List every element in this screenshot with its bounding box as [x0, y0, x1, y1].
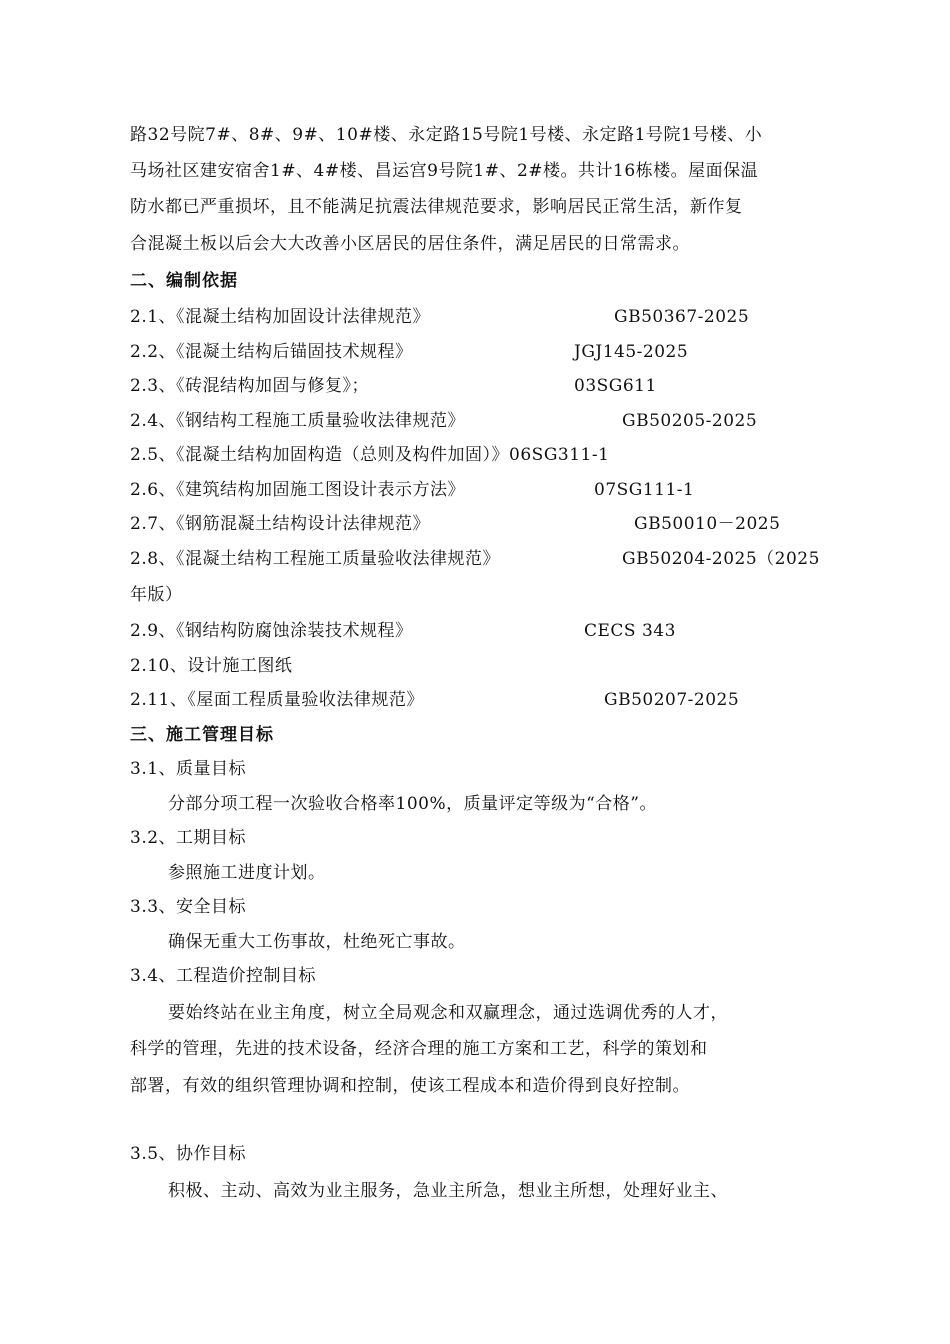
- quality-goal-title: 3.1、质量目标: [130, 759, 247, 779]
- ref-code-2-2: JGJ145-2025: [574, 342, 689, 362]
- ref-item-2-5: 2.5、《混凝土结构加固构造（总则及构件加固）》06SG311-1: [130, 445, 610, 465]
- ref-item-2-3: 2.3、《砖混结构加固与修复》；: [130, 376, 370, 396]
- schedule-goal-title: 3.2、工期目标: [130, 828, 247, 848]
- cost-goal-line-2: 科学的管理，先进的技术设备，经济合理的施工方案和工艺，科学的策划和: [130, 1039, 708, 1059]
- ref-item-2-2: 2.2、《混凝土结构后锚固技术规程》: [130, 342, 413, 362]
- quality-goal-text: 分部分项工程一次验收合格率100%，质量评定等级为“合格”。: [168, 794, 657, 814]
- ref-code-2-9: CECS 343: [584, 621, 676, 641]
- ref-code-2-8: GB50204-2025（2025: [622, 549, 820, 569]
- ref-code-2-3: 03SG611: [574, 376, 657, 396]
- intro-line-1: 路32号院7#、8#、9#、10#楼、永定路15号院1号楼、永定路1号院1号楼、小: [130, 125, 763, 145]
- ref-code-2-4: GB50205-2025: [622, 411, 758, 431]
- intro-line-3: 防水都已严重损坏，且不能满足抗震法律规范要求，影响居民正常生活，新作复: [130, 197, 743, 217]
- ref-item-2-11: 2.11、《屋面工程质量验收法律规范》: [130, 690, 424, 710]
- ref-item-2-8-cont: 年版）: [130, 585, 183, 605]
- ref-item-2-7: 2.7、《钢筋混凝土结构设计法律规范》: [130, 514, 431, 534]
- safety-goal-title: 3.3、安全目标: [130, 897, 247, 917]
- coop-goal-text: 积极、主动、高效为业主服务，急业主所急，想业主所想，处理好业主、: [168, 1181, 728, 1201]
- intro-line-4: 合混凝土板以后会大大改善小区居民的居住条件，满足居民的日常需求。: [130, 234, 690, 254]
- ref-item-2-4: 2.4、《钢结构工程施工质量验收法律规范》: [130, 411, 466, 431]
- section-3-heading: 三、施工管理目标: [130, 725, 274, 745]
- cost-goal-title: 3.4、工程造价控制目标: [130, 966, 317, 986]
- section-2-heading: 二、编制依据: [130, 271, 238, 291]
- ref-item-2-10: 2.10、设计施工图纸: [130, 656, 293, 676]
- ref-item-2-1: 2.1、《混凝土结构加固设计法律规范》: [130, 307, 431, 327]
- cost-goal-line-3: 部署，有效的组织管理协调和控制，使该工程成本和造价得到良好控制。: [130, 1076, 690, 1096]
- coop-goal-title: 3.5、协作目标: [130, 1144, 247, 1164]
- ref-item-2-6: 2.6、《建筑结构加固施工图设计表示方法》: [130, 480, 466, 500]
- intro-line-2: 马场社区建安宿舍1#、4#楼、昌运宫9号院1#、2#楼。共计16栋楼。屋面保温: [130, 161, 759, 181]
- ref-code-2-11: GB50207-2025: [604, 690, 740, 710]
- schedule-goal-text: 参照施工进度计划。: [168, 863, 326, 883]
- safety-goal-text: 确保无重大工伤事故，杜绝死亡事故。: [168, 932, 466, 952]
- ref-item-2-9: 2.9、《钢结构防腐蚀涂装技术规程》: [130, 621, 413, 641]
- ref-item-2-8: 2.8、《混凝土结构工程施工质量验收法律规范》: [130, 549, 501, 569]
- ref-code-2-7: GB50010－2025: [634, 514, 781, 534]
- cost-goal-line-1: 要始终站在业主角度，树立全局观念和双赢理念，通过选调优秀的人才，: [168, 1003, 728, 1023]
- ref-code-2-6: 07SG111-1: [594, 480, 695, 500]
- ref-code-2-1: GB50367-2025: [614, 307, 750, 327]
